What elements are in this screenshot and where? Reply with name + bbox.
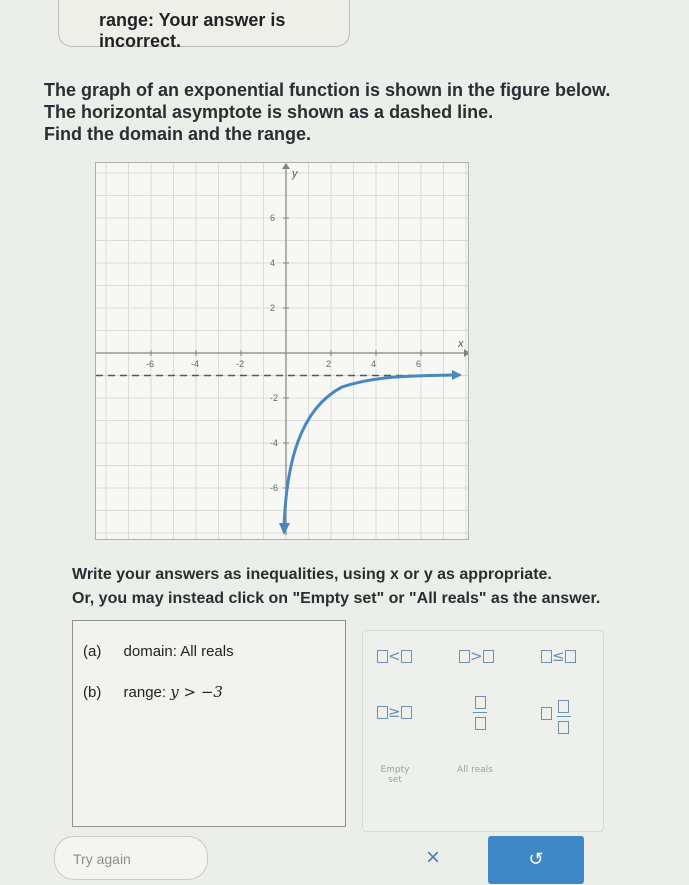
x-tick-label: -2 bbox=[236, 359, 245, 369]
y-tick-label: 2 bbox=[270, 303, 276, 313]
x-axis-label: x bbox=[458, 338, 464, 350]
x-tick-label: 4 bbox=[371, 359, 377, 369]
empty-set-key[interactable]: Empty set bbox=[380, 765, 410, 785]
question-line-1: The graph of an exponential function is shown in the figure below. bbox=[44, 80, 611, 100]
greater-equal-key[interactable]: ≥ bbox=[377, 703, 412, 721]
domain-label: domain: bbox=[123, 643, 177, 660]
domain-value[interactable]: All reals bbox=[180, 643, 234, 660]
fraction-key[interactable] bbox=[473, 693, 487, 732]
y-tick-label: -2 bbox=[270, 393, 279, 403]
y-tick-label: 6 bbox=[270, 213, 276, 223]
x-tick-label: 6 bbox=[416, 359, 422, 369]
answer-panel bbox=[72, 620, 346, 827]
feedback-text: range: Your answer is incorrect. bbox=[99, 10, 286, 51]
x-tick-label: -4 bbox=[191, 359, 200, 369]
less-than-key[interactable]: < bbox=[377, 647, 412, 665]
y-axis-label: y bbox=[292, 168, 298, 180]
range-key: (b) bbox=[83, 684, 102, 701]
range-row[interactable] bbox=[83, 683, 223, 701]
instruction-line-1: Write your answers as inequalities, using x or y as appropriate. bbox=[72, 566, 552, 583]
y-axis-arrow bbox=[282, 163, 290, 169]
all-reals-key[interactable]: All reals bbox=[457, 765, 493, 775]
feedback-banner bbox=[58, 0, 350, 51]
mixed-number-key[interactable] bbox=[541, 697, 571, 736]
domain-key: (a) bbox=[83, 643, 102, 660]
try-again-button[interactable]: Try again bbox=[54, 836, 208, 880]
curve-arrow-right bbox=[452, 370, 462, 380]
question-line-2: The horizontal asymptote is shown as a dashed line. bbox=[44, 102, 494, 122]
exponential-graph bbox=[95, 162, 469, 540]
keypad bbox=[362, 630, 604, 832]
x-tick-label: 2 bbox=[326, 359, 332, 369]
less-equal-key[interactable]: ≤ bbox=[541, 647, 576, 665]
range-value[interactable]: y > −3 bbox=[170, 683, 223, 701]
clear-button[interactable]: × bbox=[425, 844, 440, 871]
y-tick-label: 4 bbox=[270, 258, 276, 268]
y-tick-label: -4 bbox=[270, 438, 279, 448]
instruction-line-2: Or, you may instead click on "Empty set" or "All reals" as the answer. bbox=[72, 590, 601, 607]
greater-than-key[interactable]: > bbox=[459, 647, 494, 665]
domain-row[interactable] bbox=[83, 643, 234, 660]
y-tick-label: -6 bbox=[270, 483, 279, 493]
question-line-3: Find the domain and the range. bbox=[44, 124, 312, 144]
range-label: range: bbox=[123, 684, 167, 701]
graph-svg bbox=[96, 163, 468, 539]
x-tick-label: -6 bbox=[146, 359, 155, 369]
undo-button[interactable]: ↺ bbox=[488, 836, 584, 884]
